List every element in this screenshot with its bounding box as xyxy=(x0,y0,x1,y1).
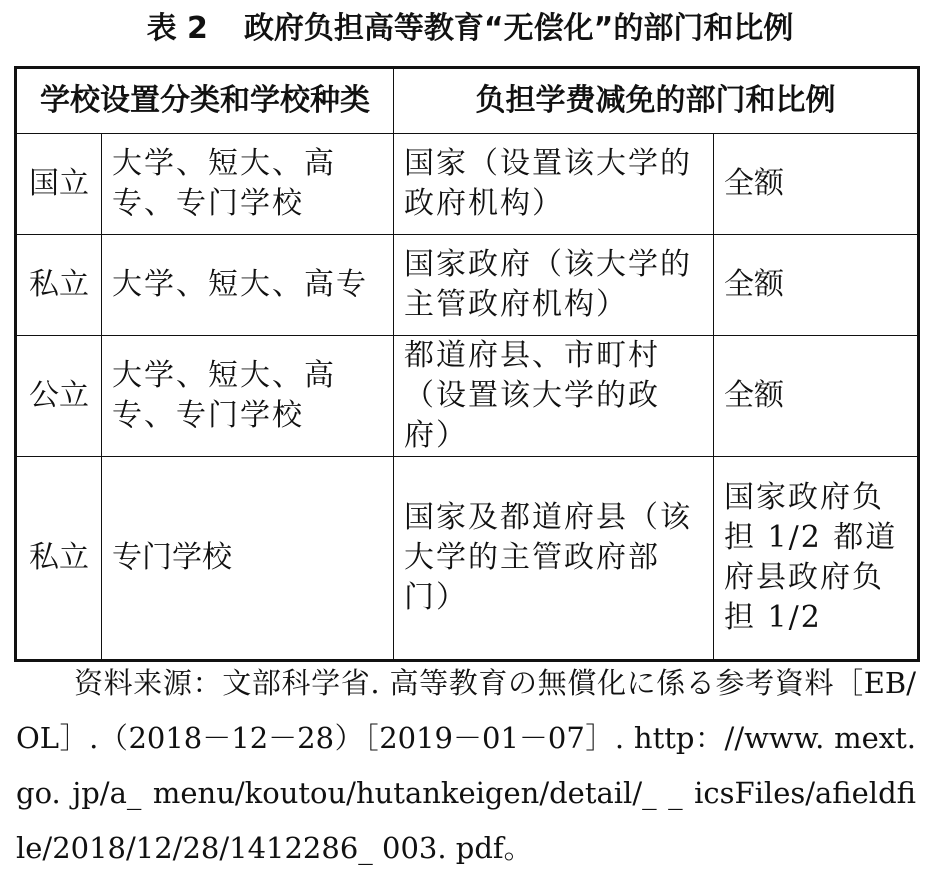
table-row xyxy=(16,457,919,661)
school-types-cell: 大学、短大、高专、专门学校 xyxy=(102,134,394,235)
header-burden-department: 负担学费减免的部门和比例 xyxy=(394,68,919,134)
source-note: 资料来源：文部科学省. 高等教育の無償化に係る参考資料［EB/OL］.（2018－12－28）［2019－01－07］. http：//www. mext. go. jp/a_ menu/koutou/hutankeigen/detail/_ _ icsFiles/afieldfile/2018/12/28/1412286_ 003. pdf。 xyxy=(16,666,916,865)
category-cell: 私立 xyxy=(16,235,102,336)
ratio-cell: 全额 xyxy=(714,134,919,235)
table-title: 政府负担高等教育“无偿化”的部门和比例 xyxy=(243,11,794,46)
ratio-cell: 国家政府负担 1/2 都道府县政府负担 1/2 xyxy=(714,457,919,661)
department-cell: 国家（设置该大学的政府机构） xyxy=(394,134,714,235)
department-cell: 国家及都道府县（该大学的主管政府部门） xyxy=(394,457,714,661)
table-row xyxy=(16,134,919,235)
category-cell: 国立 xyxy=(16,134,102,235)
school-types-cell: 专门学校 xyxy=(102,457,394,661)
table-row xyxy=(16,336,919,457)
ratio-cell: 全额 xyxy=(714,336,919,457)
category-cell: 私立 xyxy=(16,457,102,661)
department-cell: 都道府县、市町村（设置该大学的政府） xyxy=(394,336,714,457)
table-caption xyxy=(0,6,940,52)
ratio-cell: 全额 xyxy=(714,235,919,336)
school-types-cell: 大学、短大、高专 xyxy=(102,235,394,336)
table-row xyxy=(16,235,919,336)
header-school-classification: 学校设置分类和学校种类 xyxy=(16,68,394,134)
category-cell: 公立 xyxy=(16,336,102,457)
table-header-row xyxy=(16,68,919,134)
subsidy-table xyxy=(14,66,920,662)
department-cell: 国家政府（该大学的主管政府机构） xyxy=(394,235,714,336)
table-number: 表 2 xyxy=(146,11,208,46)
school-types-cell: 大学、短大、高专、专门学校 xyxy=(102,336,394,457)
